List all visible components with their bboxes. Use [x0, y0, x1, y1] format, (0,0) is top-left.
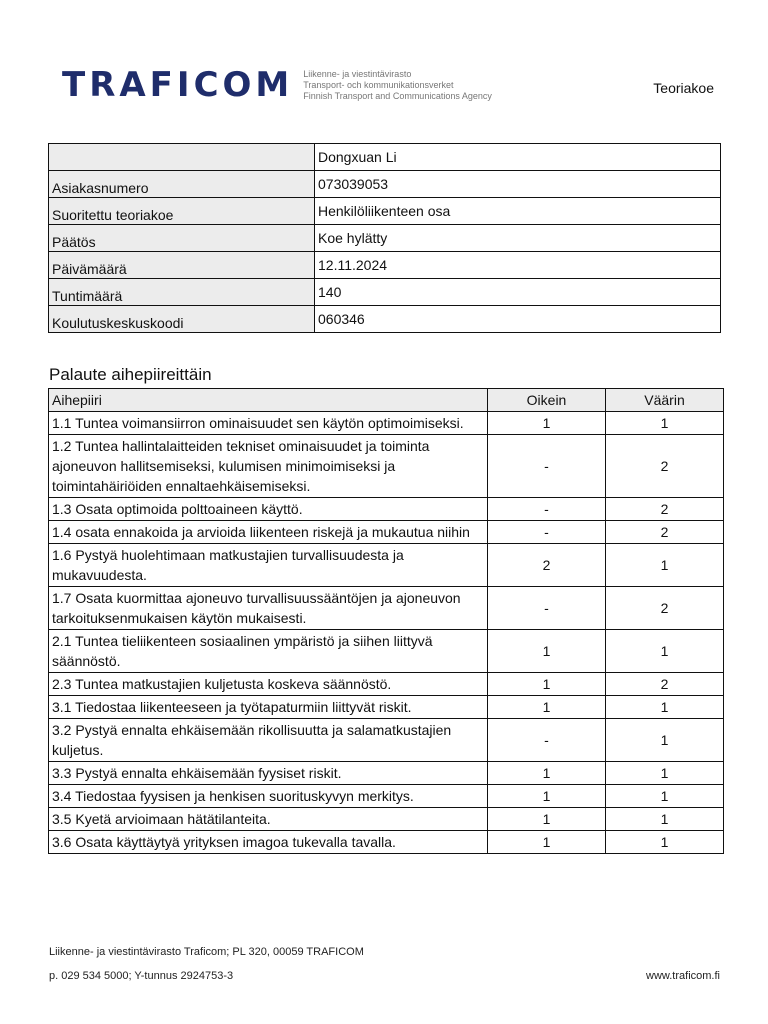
- correct-count: 1: [488, 412, 606, 435]
- info-label-text: Asiakasnumero: [52, 180, 149, 196]
- info-value: 12.11.2024: [315, 252, 721, 279]
- info-value: 060346: [315, 306, 721, 333]
- wrong-count: 1: [606, 696, 724, 719]
- feedback-row: [49, 435, 724, 498]
- feedback-table: [48, 388, 724, 854]
- footer-address: Liikenne- ja viestintävirasto Traficom; PL 320, 00059 TRAFICOM: [49, 946, 364, 958]
- traficom-logo: [62, 65, 492, 105]
- info-label-text: Suoritettu teoriakoe: [52, 207, 174, 223]
- info-row: [49, 252, 721, 279]
- logo-agency-names: [303, 69, 492, 102]
- topic-cell: 3.4 Tiedostaa fyysisen ja henkisen suorituskyvyn merkitys.: [49, 785, 488, 808]
- footer-phone: p. 029 534 5000; Y-tunnus 2924753-3: [49, 970, 234, 982]
- info-value: 140: [315, 279, 721, 306]
- topic-cell: 2.1 Tuntea tieliikenteen sosiaalinen ympäristö ja siihen liittyvä säännöstö.: [49, 630, 488, 673]
- wrong-count: 1: [606, 544, 724, 587]
- feedback-row: [49, 544, 724, 587]
- feedback-row: [49, 785, 724, 808]
- info-row: [49, 198, 721, 225]
- info-row: [49, 306, 721, 333]
- header-topic: Aihepiiri: [49, 389, 488, 412]
- correct-count: 1: [488, 808, 606, 831]
- info-label-text: Päivämäärä: [52, 261, 127, 277]
- info-value: Koe hylätty: [315, 225, 721, 252]
- topic-cell: 3.2 Pystyä ennalta ehkäisemään rikollisuutta ja salamatkustajien kuljetus.: [49, 719, 488, 762]
- feedback-header-row: [49, 389, 724, 412]
- feedback-row: [49, 412, 724, 435]
- feedback-row: [49, 808, 724, 831]
- agency-name-sv: Transport- och kommunikationsverket: [303, 79, 454, 90]
- wrong-count: 2: [606, 521, 724, 544]
- document-type: Teoriakoe: [653, 80, 714, 96]
- info-label: [49, 144, 315, 171]
- wrong-count: 2: [606, 673, 724, 696]
- correct-count: 1: [488, 785, 606, 808]
- topic-cell: 1.1 Tuntea voimansiirron ominaisuudet sen käytön optimoimiseksi.: [49, 412, 488, 435]
- feedback-row: [49, 630, 724, 673]
- wrong-count: 1: [606, 719, 724, 762]
- wrong-count: 2: [606, 498, 724, 521]
- correct-count: 1: [488, 630, 606, 673]
- correct-count: 1: [488, 831, 606, 854]
- header-correct: Oikein: [488, 389, 606, 412]
- feedback-row: [49, 521, 724, 544]
- feedback-row: [49, 673, 724, 696]
- correct-count: 1: [488, 673, 606, 696]
- info-label: [49, 171, 315, 198]
- correct-count: -: [488, 498, 606, 521]
- wrong-count: 1: [606, 808, 724, 831]
- topic-cell: 1.6 Pystyä huolehtimaan matkustajien turvallisuudesta ja mukavuudesta.: [49, 544, 488, 587]
- info-label: [49, 252, 315, 279]
- topic-cell: 3.6 Osata käyttäytyä yrityksen imagoa tukevalla tavalla.: [49, 831, 488, 854]
- topic-cell: 3.1 Tiedostaa liikenteeseen ja työtapaturmiin liittyvät riskit.: [49, 696, 488, 719]
- info-value: Henkilöliikenteen osa: [315, 198, 721, 225]
- header-wrong: Väärin: [606, 389, 724, 412]
- info-label: [49, 225, 315, 252]
- info-label: [49, 279, 315, 306]
- info-label-text: Päätös: [52, 234, 96, 250]
- info-label-text: Koulutuskeskuskoodi: [52, 315, 184, 331]
- topic-cell: 2.3 Tuntea matkustajien kuljetusta koskeva säännöstö.: [49, 673, 488, 696]
- feedback-row: [49, 762, 724, 785]
- feedback-row: [49, 831, 724, 854]
- feedback-row: [49, 587, 724, 630]
- info-value: 073039053: [315, 171, 721, 198]
- wrong-count: 1: [606, 785, 724, 808]
- wrong-count: 1: [606, 831, 724, 854]
- topic-cell: 1.2 Tuntea hallintalaitteiden tekniset ominaisuudet ja toiminta ajoneuvon hallitsemiseksi, kulumisen minimoimiseksi ja toimintahäiriöiden ennaltaehkäisemiseksi.: [49, 435, 488, 498]
- info-row: [49, 144, 721, 171]
- wrong-count: 2: [606, 435, 724, 498]
- topic-cell: 3.3 Pystyä ennalta ehkäisemään fyysiset riskit.: [49, 762, 488, 785]
- topic-cell: 1.3 Osata optimoida polttoaineen käyttö.: [49, 498, 488, 521]
- correct-count: 1: [488, 696, 606, 719]
- info-label: [49, 198, 315, 225]
- correct-count: 1: [488, 762, 606, 785]
- feedback-row: [49, 719, 724, 762]
- logo-wordmark: TRAFICOM: [62, 65, 294, 105]
- info-value: Dongxuan Li: [315, 144, 721, 171]
- wrong-count: 1: [606, 412, 724, 435]
- correct-count: -: [488, 521, 606, 544]
- info-row: [49, 171, 721, 198]
- agency-name-en: Finnish Transport and Communications Agency: [303, 90, 492, 101]
- topic-cell: 3.5 Kyetä arvioimaan hätätilanteita.: [49, 808, 488, 831]
- correct-count: -: [488, 587, 606, 630]
- wrong-count: 1: [606, 762, 724, 785]
- correct-count: -: [488, 435, 606, 498]
- info-label: [49, 306, 315, 333]
- section-title: Palaute aihepiireittäin: [49, 365, 212, 384]
- feedback-row: [49, 498, 724, 521]
- correct-count: -: [488, 719, 606, 762]
- topic-cell: 1.7 Osata kuormittaa ajoneuvo turvallisuussääntöjen ja ajoneuvon tarkoituksenmukaisen käytön mukaisesti.: [49, 587, 488, 630]
- topic-cell: 1.4 osata ennakoida ja arvioida liikenteen riskejä ja mukautua niihin: [49, 521, 488, 544]
- info-row: [49, 225, 721, 252]
- candidate-info-table: [48, 143, 721, 333]
- agency-name-fi: Liikenne- ja viestintävirasto: [303, 68, 412, 79]
- footer-website: www.traficom.fi: [646, 970, 720, 982]
- info-row: [49, 279, 721, 306]
- feedback-row: [49, 696, 724, 719]
- wrong-count: 2: [606, 587, 724, 630]
- wrong-count: 1: [606, 630, 724, 673]
- correct-count: 2: [488, 544, 606, 587]
- info-label-text: Tuntimäärä: [52, 288, 123, 304]
